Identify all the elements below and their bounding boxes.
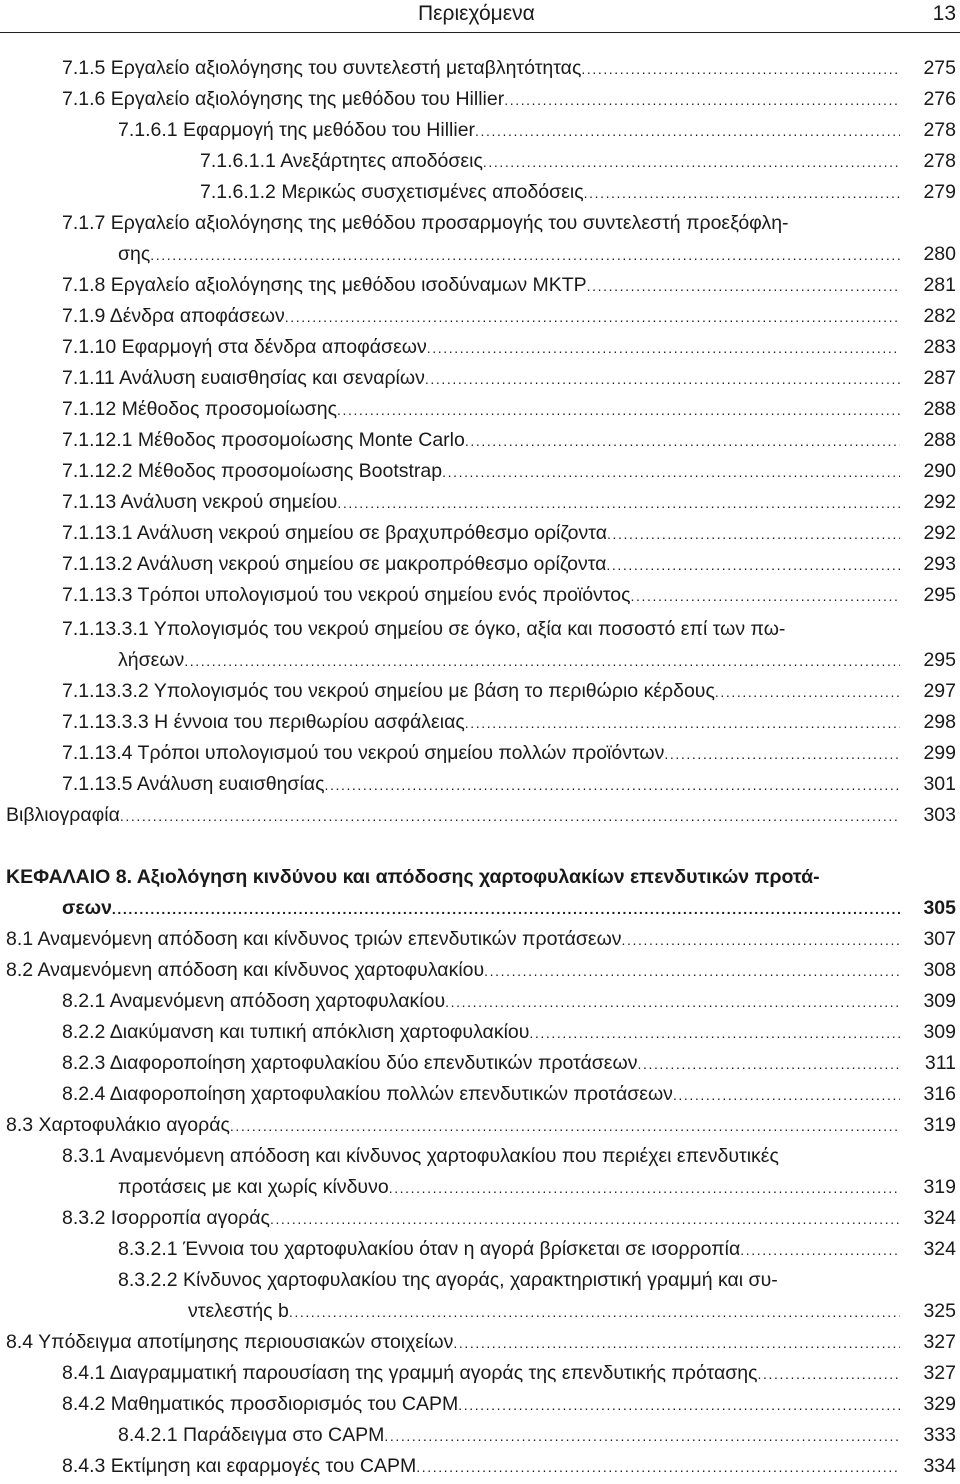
toc-entry xyxy=(62,487,960,518)
leader-dots xyxy=(673,1079,900,1112)
header-divider xyxy=(0,32,960,33)
toc-entry xyxy=(62,549,960,580)
chapter-heading xyxy=(62,893,960,924)
toc-entry-page: 299 xyxy=(923,742,956,764)
toc-entry-page: 295 xyxy=(923,649,956,671)
toc-entry-title: 7.1.11 Ανάλυση ευαισθησίας και σεναρίων xyxy=(62,367,425,389)
toc-entry-title: 7.1.9 Δένδρα αποφάσεων xyxy=(62,305,285,327)
toc-entry-title: 7.1.13.3.2 Υπολογισμός του νεκρού σημείου με βάση το περιθώριο κέρδους xyxy=(62,680,715,702)
toc-entry xyxy=(118,1420,960,1451)
toc-entry-title: 7.1.12.2 Μέθοδος προσομοίωσης Bootstrap xyxy=(62,460,443,482)
toc-entry xyxy=(62,707,960,738)
toc-entry xyxy=(62,580,960,611)
toc-entry-title: 7.1.12.1 Μέθοδος προσομοίωσης Monte Carlo xyxy=(62,429,465,451)
toc-entry-page: 297 xyxy=(923,680,956,702)
toc-entry-title-line2: ντελεστής b xyxy=(188,1300,289,1322)
toc-entry xyxy=(62,676,960,707)
toc-entry xyxy=(118,115,960,146)
toc-entry-page: 292 xyxy=(923,522,956,544)
toc-entry-page: 308 xyxy=(923,959,956,981)
toc-entry xyxy=(62,363,960,394)
chapter-heading-line2: σεων xyxy=(62,897,112,919)
leader-dots xyxy=(606,549,900,582)
toc-entry-page: 279 xyxy=(923,181,956,203)
toc-entry-page: 307 xyxy=(923,928,956,950)
toc-entry-title: 7.1.6 Εργαλείο αξιολόγησης της μεθόδου του Hillier xyxy=(62,88,505,110)
toc-entry-title: Βιβλιογραφία xyxy=(6,804,120,826)
leader-dots xyxy=(584,177,900,210)
leader-dots xyxy=(337,394,900,427)
toc-entry-page: 288 xyxy=(923,398,956,420)
toc-entry-title: 7.1.13 Ανάλυση νεκρού σημείου xyxy=(62,491,338,513)
toc-entry-title: 7.1.8 Εργαλείο αξιολόγησης της μεθόδου ισοδύναμων ΜΚΤΡ xyxy=(62,274,587,296)
toc-entry xyxy=(6,1327,960,1358)
page-title: Περιεχόμενα xyxy=(418,2,535,25)
leader-dots xyxy=(664,738,900,771)
leader-dots xyxy=(384,1420,900,1453)
toc-entry xyxy=(62,738,960,769)
toc-entry-page: 281 xyxy=(923,274,956,296)
toc-entry-title: 8.2.3 Διαφοροποίηση χαρτοφυλακίου δύο επενδυτικών προτάσεων xyxy=(62,1052,638,1074)
toc-entry-title: 7.1.13.2 Ανάλυση νεκρού σημείου σε μακροπρόθεσμο ορίζοντα xyxy=(62,553,607,575)
toc-entry-title: 7.1.5 Εργαλείο αξιολόγησης του συντελεστή μεταβλητότητας xyxy=(62,57,582,79)
toc-entry-page: 325 xyxy=(923,1300,956,1322)
toc-entry xyxy=(62,1017,960,1048)
toc-entry-title-line1: 8.3.1 Αναμενόμενη απόδοση και κίνδυνος χαρτοφυλακίου που περιέχει επενδυτικές xyxy=(62,1145,779,1167)
toc-entry xyxy=(62,1203,960,1234)
leader-dots xyxy=(289,1296,900,1329)
page-number: 13 xyxy=(932,2,956,25)
page-header xyxy=(0,0,960,30)
toc-entry-title-line2: λήσεων xyxy=(118,649,185,671)
leader-dots xyxy=(587,270,900,303)
toc-entry-page: 305 xyxy=(923,897,956,919)
toc-entry-title-line1: 8.3.2.2 Κίνδυνος χαρτοφυλακίου της αγοράς, χαρακτηριστική γραμμή και συ- xyxy=(118,1269,778,1291)
leader-dots xyxy=(425,363,900,396)
toc-entry xyxy=(62,1389,960,1420)
leader-dots xyxy=(120,800,900,833)
toc-entry xyxy=(6,924,960,955)
toc-entry xyxy=(62,769,960,800)
toc-entry xyxy=(6,800,960,831)
leader-dots xyxy=(631,580,900,613)
toc-entry-page: 327 xyxy=(923,1362,956,1384)
toc-entry-page: 293 xyxy=(923,553,956,575)
toc-entry-page: 283 xyxy=(923,336,956,358)
toc-entry-title: 8.2.2 Διακύμανση και τυπική απόκλιση χαρτοφυλακίου xyxy=(62,1021,530,1043)
toc-entry-title: 7.1.10 Εφαρμογή στα δένδρα αποφάσεων xyxy=(62,336,427,358)
toc-entry-page: 292 xyxy=(923,491,956,513)
toc-entry xyxy=(118,1172,960,1203)
toc-entry xyxy=(62,394,960,425)
toc-entry-page: 329 xyxy=(923,1393,956,1415)
leader-dots xyxy=(324,769,900,802)
toc-entry-title: 8.3.2.1 Έννοια του χαρτοφυλακίου όταν η αγορά βρίσκεται σε ισορροπία xyxy=(118,1238,741,1260)
toc-entry xyxy=(62,425,960,456)
toc-entry-title: 8.2.4 Διαφοροποίηση χαρτοφυλακίου πολλών επενδυτικών προτάσεων xyxy=(62,1083,673,1105)
toc-entry-title: 8.4.2.1 Παράδειγμα στο CAPM xyxy=(118,1424,385,1446)
leader-dots xyxy=(465,425,900,458)
leader-dots xyxy=(184,645,900,678)
toc-entry xyxy=(62,332,960,363)
toc-entry xyxy=(62,1079,960,1110)
toc-entry xyxy=(62,1451,960,1482)
toc-entry-title: 7.1.6.1.2 Μερικώς συσχετισμένες αποδόσεις xyxy=(200,181,584,203)
toc-entry xyxy=(62,84,960,115)
leader-dots xyxy=(483,146,900,179)
toc-entry-page: 316 xyxy=(923,1083,956,1105)
toc-entry-page: 309 xyxy=(923,990,956,1012)
toc-entry-title: 8.2.1 Αναμενόμενη απόδοση χαρτοφυλακίου xyxy=(62,990,446,1012)
toc-entry-page: 278 xyxy=(923,150,956,172)
toc-entry xyxy=(118,645,960,676)
toc-entry-page: 276 xyxy=(923,88,956,110)
toc-entry xyxy=(62,456,960,487)
toc-entry-page: 334 xyxy=(923,1455,956,1477)
toc-entry-page: 324 xyxy=(923,1207,956,1229)
toc-entry-page: 324 xyxy=(923,1238,956,1260)
toc-entry-title-line2: σης xyxy=(118,243,151,265)
leader-dots xyxy=(484,955,900,988)
toc-entry-page: 282 xyxy=(923,305,956,327)
leader-dots xyxy=(504,84,900,117)
leader-dots xyxy=(758,1358,900,1391)
toc-entry-title-line1: 7.1.7 Εργαλείο αξιολόγησης της μεθόδου προσαρμογής του συντελεστή προεξόφλη- xyxy=(62,212,789,234)
toc-entry-page: 309 xyxy=(923,1021,956,1043)
leader-dots xyxy=(112,893,900,926)
leader-dots xyxy=(637,1048,900,1081)
toc-entry xyxy=(200,177,960,208)
leader-dots xyxy=(740,1234,900,1267)
toc-entry xyxy=(62,270,960,301)
leader-dots xyxy=(458,1389,900,1422)
leader-dots xyxy=(150,239,900,272)
toc-entry xyxy=(62,518,960,549)
toc-entry xyxy=(188,1296,960,1327)
toc-entry-title: 7.1.13.5 Ανάλυση ευαισθησίας xyxy=(62,773,325,795)
toc-entry-page: 290 xyxy=(923,460,956,482)
toc-entry xyxy=(62,1358,960,1389)
toc-entry-page: 287 xyxy=(923,367,956,389)
toc-entry xyxy=(200,146,960,177)
toc-entry xyxy=(62,53,960,84)
toc-entry-title: 7.1.13.3.3 Η έννοια του περιθωρίου ασφάλειας xyxy=(62,711,465,733)
toc-entry-title: 7.1.13.1 Ανάλυση νεκρού σημείου σε βραχυπρόθεσμο ορίζοντα xyxy=(62,522,607,544)
toc-entry-title-line1: 7.1.13.3.1 Υπολογισμός του νεκρού σημείου σε όγκο, αξία και ποσοστό επί των πω- xyxy=(62,618,786,640)
leader-dots xyxy=(389,1172,900,1205)
leader-dots xyxy=(529,1017,900,1050)
leader-dots xyxy=(581,53,900,86)
leader-dots xyxy=(445,986,900,1019)
toc-entry-page: 319 xyxy=(923,1114,956,1136)
toc-entry-title: 7.1.6.1.1 Ανεξάρτητες αποδόσεις xyxy=(200,150,483,172)
leader-dots xyxy=(285,301,900,334)
toc-entry-page: 288 xyxy=(923,429,956,451)
leader-dots xyxy=(416,1451,900,1484)
toc-entry xyxy=(6,1110,960,1141)
toc-entry-title: 8.3.2 Ισορροπία αγοράς xyxy=(62,1207,270,1229)
leader-dots xyxy=(230,1110,900,1143)
toc-entry-title: 8.4.1 Διαγραμματική παρουσίαση της γραμμή αγοράς της επενδυτικής πρότασης xyxy=(62,1362,758,1384)
toc-entry-title: 7.1.12 Μέθοδος προσομοίωσης xyxy=(62,398,337,420)
toc-entry-page: 327 xyxy=(923,1331,956,1353)
toc-entry-page: 311 xyxy=(924,1052,956,1074)
toc-entry-title: 8.4 Υπόδειγμα αποτίμησης περιουσιακών στοιχείων xyxy=(6,1331,454,1353)
leader-dots xyxy=(442,456,900,489)
leader-dots xyxy=(715,676,900,709)
toc-entry-page: 333 xyxy=(923,1424,956,1446)
toc-entry-title: 8.4.3 Εκτίμηση και εφαρμογές του CAPM xyxy=(62,1455,417,1477)
toc-entry-page: 319 xyxy=(923,1176,956,1198)
leader-dots xyxy=(622,924,900,957)
toc-entry-page: 301 xyxy=(923,773,956,795)
toc-entry-page: 280 xyxy=(923,243,956,265)
chapter-heading-line1: ΚΕΦΑΛΑΙΟ 8. Αξιολόγηση κινδύνου και απόδοσης χαρτοφυλακίων επενδυτικών προτά- xyxy=(6,866,820,888)
toc-entry-page: 298 xyxy=(923,711,956,733)
toc-entry xyxy=(62,986,960,1017)
leader-dots xyxy=(427,332,900,365)
leader-dots xyxy=(270,1203,900,1236)
toc-entry-title: 8.4.2 Μαθηματικός προσδιορισμός του CAPM xyxy=(62,1393,459,1415)
toc-entry-title: 8.3 Χαρτοφυλάκιο αγοράς xyxy=(6,1114,230,1136)
toc-entry-title: 7.1.13.3 Τρόποι υπολογισμού του νεκρού σημείου ενός προϊόντος xyxy=(62,584,631,606)
toc-entry xyxy=(62,1048,960,1079)
toc-entry-page: 275 xyxy=(923,57,956,79)
toc-entry xyxy=(62,301,960,332)
toc-entry-page: 278 xyxy=(923,119,956,141)
toc-entry xyxy=(118,239,960,270)
toc-entry-page: 303 xyxy=(923,804,956,826)
toc-entry-title: 7.1.6.1 Εφαρμογή της μεθόδου του Hillier xyxy=(118,119,476,141)
leader-dots xyxy=(337,487,900,520)
toc-entry-page: 295 xyxy=(923,584,956,606)
toc-entry-title-line2: προτάσεις με και χωρίς κίνδυνο xyxy=(118,1176,389,1198)
leader-dots xyxy=(607,518,900,551)
toc-entry-title: 8.1 Αναμενόμενη απόδοση και κίνδυνος τριών επενδυτικών προτάσεων xyxy=(6,928,622,950)
toc-entry xyxy=(118,1234,960,1265)
leader-dots xyxy=(453,1327,900,1360)
toc-entry-title: 8.2 Αναμενόμενη απόδοση και κίνδυνος χαρτοφυλακίου xyxy=(6,959,485,981)
toc-entry xyxy=(6,955,960,986)
leader-dots xyxy=(465,707,900,740)
toc-entry-title: 7.1.13.4 Τρόποι υπολογισμού του νεκρού σημείου πολλών προϊόντων xyxy=(62,742,665,764)
leader-dots xyxy=(475,115,900,148)
